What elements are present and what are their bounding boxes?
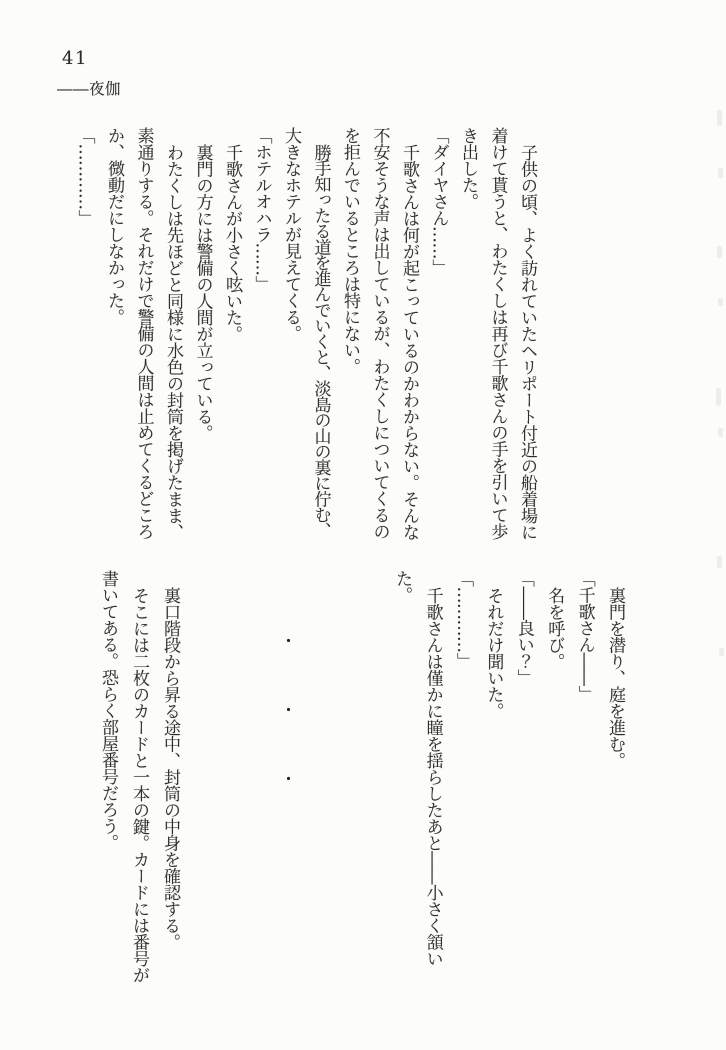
text-line: 「千歌さん――」 [574, 570, 595, 702]
edge-artifact [717, 110, 722, 126]
text-line: 大きなホテルが見えてくる。 [281, 127, 301, 342]
text-line: 書いてある。恐らく部屋番号だろう。 [98, 570, 118, 851]
edge-artifact [719, 648, 724, 656]
text-line: 不安そうな声は出しているが、わたくしについてくるの [369, 127, 390, 540]
text-line: き出した。 [458, 127, 478, 210]
scene-break-dot: ・ [280, 632, 297, 652]
edge-artifact [717, 556, 722, 568]
text-line: 「ダイヤさん……」 [428, 127, 449, 276]
text-line: 千歌さんは僅かに瞳を揺らしたあと――小さく頷い [422, 586, 443, 966]
text-line: 名を呼び。 [544, 586, 565, 669]
edge-artifact [718, 168, 723, 178]
edge-artifact [716, 388, 721, 406]
text-line: 千歌さんは何が起こっているのかわからない。そんな [399, 143, 419, 540]
text-line: そこには二枚のカードと一本の鍵。カードには番号が [129, 586, 149, 983]
page-number: 41 [62, 48, 88, 69]
paragraph-block-middle-right [387, 570, 630, 988]
text-line: それだけ聞いた。 [483, 586, 504, 719]
scene-break-dot: ・ [280, 701, 297, 721]
text-line: 「…………」 [452, 570, 473, 669]
text-line: わたくしは先ほどと同様に水色の封筒を掲げたまま、 [163, 143, 183, 540]
text-line: 「ホテルオハラ……」 [251, 127, 272, 292]
text-line: 裏門を潜り、庭を進む。 [605, 586, 625, 768]
text-line: 素通りする。それだけで警備の人間は止めてくるどころ [133, 127, 154, 540]
paragraph-block-top [69, 127, 541, 545]
text-line: を拒んでいるところは特にない。 [340, 127, 360, 375]
text-line: 勝手知ったる道を進んでいくと、淡島の山の裏に佇む、 [310, 143, 331, 538]
edge-artifact [718, 428, 723, 437]
text-line: 裏門の方には警備の人間が立っている。 [192, 143, 213, 441]
text-line: 「…………」 [74, 127, 95, 226]
edge-artifact [718, 298, 723, 306]
text-line: 着けて貰うと、わたくしは再び千歌さんの手を引いて歩 [487, 127, 508, 540]
paragraph-block-bottom-left [92, 570, 185, 988]
text-line: た。 [392, 570, 413, 603]
running-head: ――夜伽 [57, 80, 122, 98]
text-line: か、微動だにしなかった。 [104, 127, 124, 325]
text-line: 千歌さんが小さく呟いた。 [222, 143, 242, 342]
text-line: 裏口階段から昇る途中、封筒の中身を確認する。 [160, 586, 180, 950]
text-line: 「――良い？」 [513, 570, 534, 686]
edge-artifact [717, 246, 722, 258]
text-line: 子供の頃、よく訪れていたヘリポート付近の船着場に [517, 143, 537, 540]
scene-break-dot: ・ [280, 770, 297, 790]
